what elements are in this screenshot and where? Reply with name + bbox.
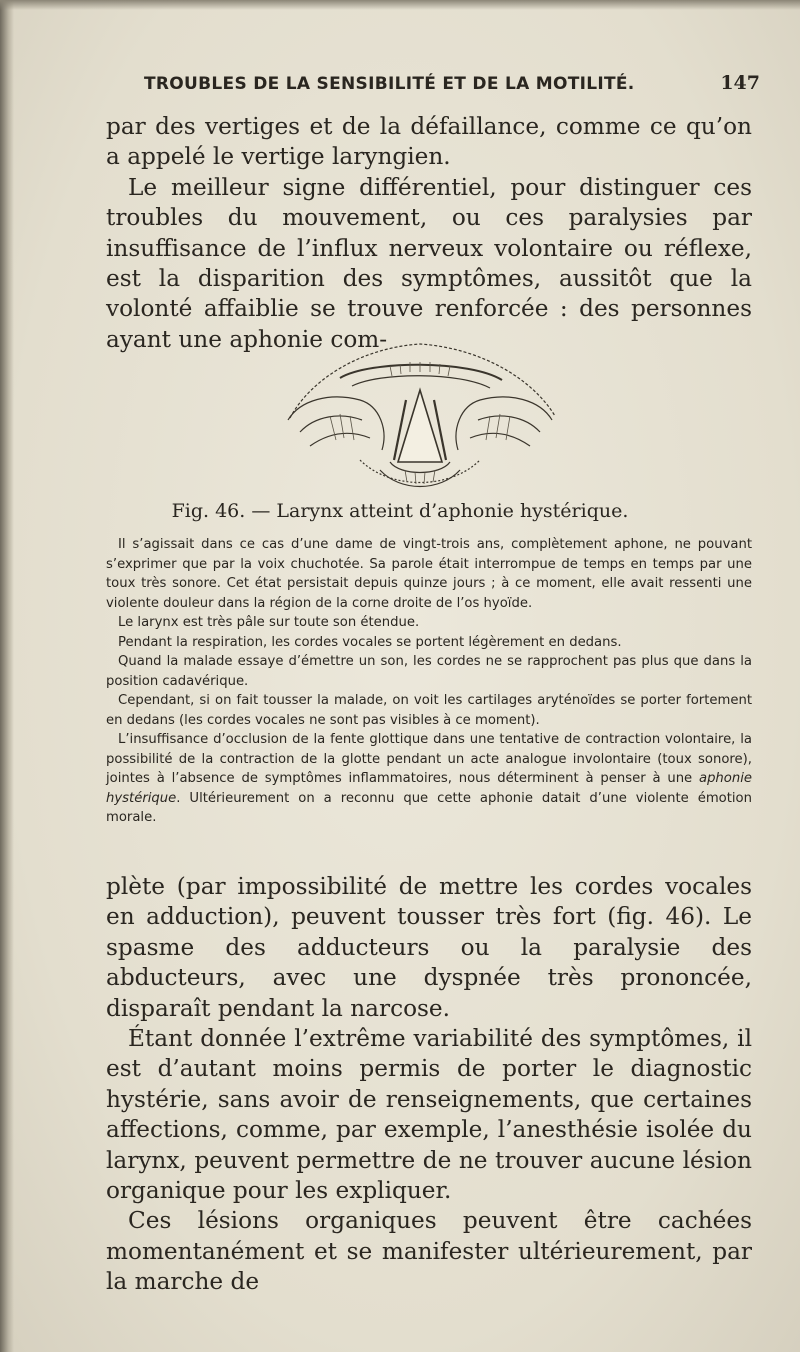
page-header <box>100 70 760 106</box>
body-text-bottom <box>106 872 752 1298</box>
figure-note <box>106 535 752 828</box>
page-top-shadow <box>0 0 800 10</box>
page-number: 147 <box>720 72 760 94</box>
note-emphasis: aphonie hystérique <box>106 771 752 806</box>
note-paragraph: Il s’agissait dans ce cas d’une dame de vingt-trois ans, complètement aphone, ne pouvant s’exprimer que par la voix chuchotée. Sa parole était interrompue de temps en temps par une toux très sonore. Cet état persistait depuis quinze jours ; à ce moment, elle avait ressenti une violente douleur dans la région de la corne droite de l’os hyoïde. <box>106 537 752 611</box>
body-text-top <box>106 112 752 355</box>
note-paragraph: Quand la malade essaye d’émettre un son, les cordes ne se rapprochent pas plus que dans la position cadavérique. <box>106 654 752 689</box>
paragraph: plète (par impossibilité de mettre les cordes vocales en adduction), peuvent tousser très fort (fig. 46). Le spasme des adducteurs ou la paralysie des abducteurs, avec une dyspnée très prononcée, disparaît pendant la narcose. <box>106 873 752 1022</box>
page-binding-shadow <box>0 0 14 1352</box>
figure-caption: Fig. 46. — Larynx atteint d’aphonie hystérique. <box>171 500 629 522</box>
note-paragraph: Cependant, si on fait tousser la malade, on voit les cartilages aryténoïdes se porter fortement en dedans (les cordes vocales ne sont pas visibles à ce moment). <box>106 693 752 728</box>
note-paragraph: Pendant la respiration, les cordes vocales se portent légèrement en dedans. <box>118 634 622 650</box>
note-text: . Ultérieurement on a reconnu que cette aphonie datait d’une violente émotion morale. <box>106 790 752 825</box>
larynx-drawing <box>270 320 570 498</box>
paragraph: par des vertiges et de la défaillance, comme ce qu’on a appelé le vertige laryngien. <box>106 113 752 171</box>
paragraph: Le meilleur signe différentiel, pour distinguer ces troubles du mouvement, ou ces paralysies par insuffisance de l’influx nerveux volontaire ou réflexe, est la disparition des symptômes, aussitôt que la volonté affaiblie se trouve renforcée : des personnes ayant une aphonie com- <box>106 173 752 353</box>
paragraph: Étant donnée l’extrême variabilité des symptômes, il est d’autant moins permis de porter le diagnostic hystérie, sans avoir de renseignements, que certaines affections, comme, par exemple, l’anesthésie isolée du larynx, peuvent permettre de ne trouver aucune lésion organique pour les expliquer. <box>106 1025 752 1205</box>
note-paragraph <box>106 730 752 828</box>
note-text: L’insuffisance d’occlusion de la fente glottique dans une tentative de contraction volontaire, la possibilité de la contraction de la glotte pendant un acte analogue involontaire (toux sonore), jointes à l’absence de symptômes inflammatoires, nous déterminent à penser à une <box>106 732 752 786</box>
paragraph: Ces lésions organiques peuvent être cachées momentanément et se manifester ultérieurement, par la marche de <box>106 1207 752 1296</box>
running-head: TROUBLES DE LA SENSIBILITÉ ET DE LA MOTILITÉ. <box>144 74 635 94</box>
note-paragraph: Le larynx est très pâle sur toute son étendue. <box>118 615 420 630</box>
larynx-illustration <box>270 320 570 498</box>
